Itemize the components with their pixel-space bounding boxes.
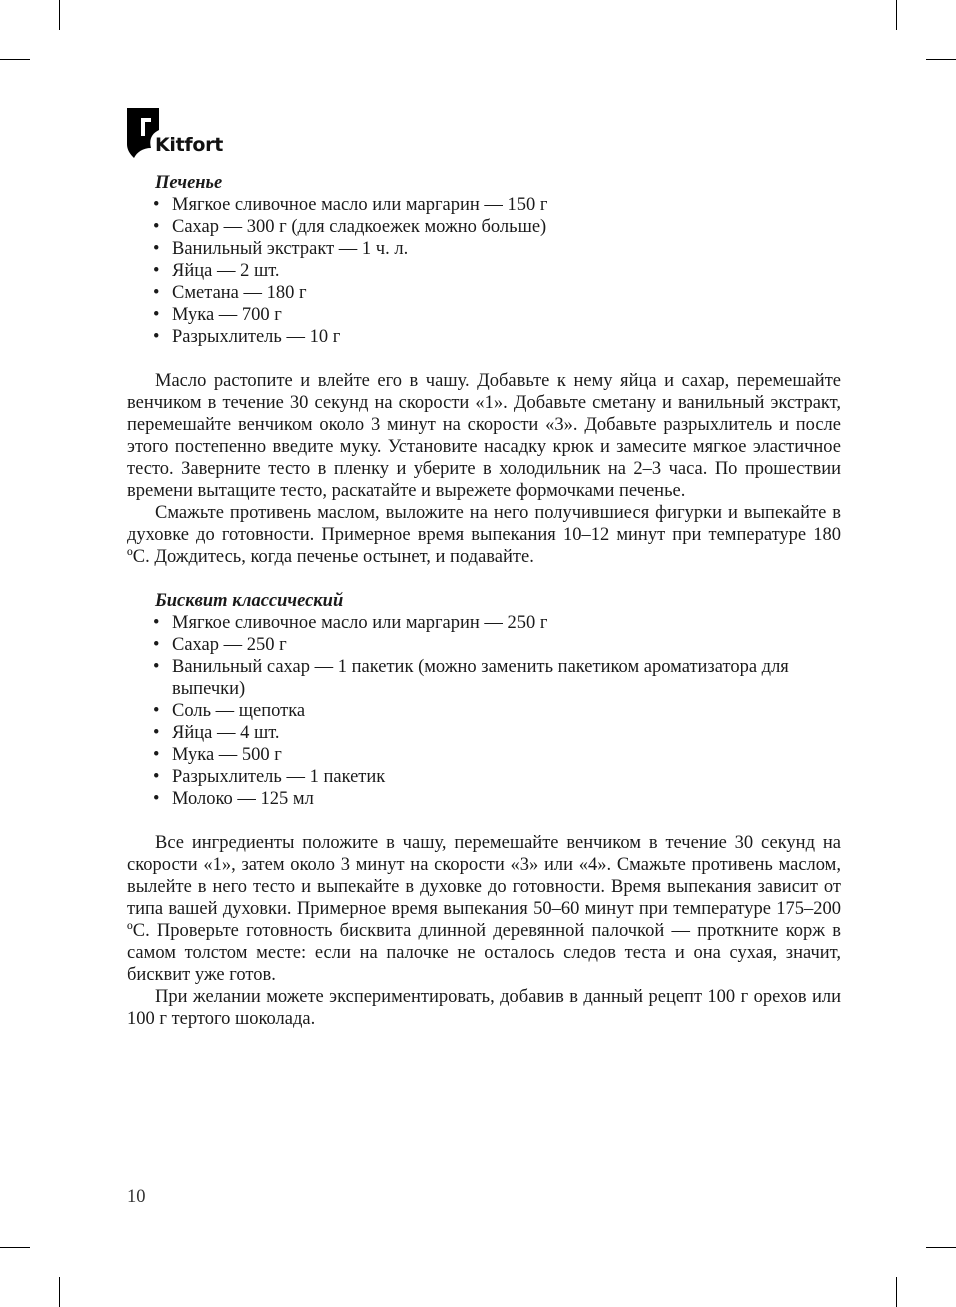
- instruction-paragraph: При желании можете экспериментировать, добавив в данный рецепт 100 г орехов или 100 г тертого шоколада.: [127, 987, 841, 1029]
- bullet-icon: •: [153, 635, 160, 655]
- brand-logo: [127, 108, 237, 158]
- ingredient-text: Яйца — 2 шт.: [172, 261, 280, 281]
- ingredient-item: [127, 238, 841, 260]
- ingredient-text: Мягкое сливочное масло или маргарин — 150 г: [172, 195, 548, 215]
- ingredient-list: [127, 194, 841, 348]
- ingredient-item: [127, 656, 841, 700]
- brand-name: Kitfort: [155, 134, 223, 156]
- ingredient-text: Разрыхлитель — 10 г: [172, 327, 341, 347]
- ingredient-list: [127, 612, 841, 810]
- bullet-icon: •: [153, 261, 160, 281]
- crop-mark-bottom-right-horizontal: [926, 1247, 956, 1248]
- ingredient-item: [127, 788, 841, 810]
- ingredient-text: Соль — щепотка: [172, 701, 306, 721]
- instruction-paragraph: Смажьте противень маслом, выложите на него получившиеся фигурки и выпекайте в духовке до готовности. Примерное время выпекания 10–12 минут при температуре 180 ºС. Дождитесь, когда печенье остынет, и подавайте.: [127, 503, 841, 567]
- ingredient-text: Мука — 700 г: [172, 305, 282, 325]
- crop-mark-top-left-horizontal: [0, 59, 30, 60]
- crop-mark-top-left-vertical: [59, 0, 60, 30]
- ingredient-item: [127, 260, 841, 282]
- bullet-icon: •: [153, 745, 160, 765]
- recipe-title: Бисквит классический: [155, 591, 344, 611]
- crop-mark-bottom-left-vertical: [59, 1277, 60, 1307]
- ingredient-item: [127, 304, 841, 326]
- bullet-icon: •: [153, 283, 160, 303]
- recipe-title: Печенье: [155, 173, 223, 193]
- bullet-icon: •: [153, 723, 160, 743]
- recipe-cookies: [127, 172, 841, 568]
- crop-mark-top-right-vertical: [896, 0, 897, 30]
- ingredient-text: Сахар — 250 г: [172, 635, 287, 655]
- ingredient-text: Ванильный экстракт — 1 ч. л.: [172, 239, 409, 259]
- bullet-icon: •: [153, 217, 160, 237]
- bullet-icon: •: [153, 613, 160, 633]
- ingredient-item: [127, 700, 841, 722]
- ingredient-text: Мука — 500 г: [172, 745, 282, 765]
- section-spacer: [127, 568, 841, 590]
- ingredient-item: [127, 634, 841, 656]
- page-number: 10: [127, 1187, 146, 1207]
- ingredient-item: [127, 282, 841, 304]
- instruction-paragraph: Все ингредиенты положите в чашу, перемешайте венчиком в течение 30 секунд на скорости «1», затем около 3 минут на скорости «3» или «4». Смажьте противень маслом, вылейте в него тесто и выпекайте в духовке до готовности. Время выпекания зависит от типа вашей духовки. Примерное время выпекания 50–60 минут при температуре 175–200 ºС. Проверьте готовность бисквита длинной деревянной палочкой — проткните корж в самом толстом месте: если на палочке не осталось следов теста и она сухая, значит, бисквит уже готов.: [127, 833, 841, 985]
- bullet-icon: •: [153, 657, 160, 677]
- ingredient-item: [127, 766, 841, 788]
- ingredient-item: [127, 722, 841, 744]
- crop-mark-bottom-right-vertical: [896, 1277, 897, 1307]
- ingredient-item: [127, 194, 841, 216]
- ingredient-item: [127, 216, 841, 238]
- ingredient-text: Яйца — 4 шт.: [172, 723, 280, 743]
- page-content: [127, 172, 841, 1030]
- ingredient-text: Сметана — 180 г: [172, 283, 307, 303]
- ingredient-item: [127, 612, 841, 634]
- ingredient-text: Молоко — 125 мл: [172, 789, 314, 809]
- bullet-icon: •: [153, 305, 160, 325]
- bullet-icon: •: [153, 239, 160, 259]
- crop-mark-bottom-left-horizontal: [0, 1247, 30, 1248]
- recipe-sponge-cake: [127, 590, 841, 1030]
- ingredient-text: Мягкое сливочное масло или маргарин — 250 г: [172, 613, 548, 633]
- bullet-icon: •: [153, 327, 160, 347]
- bullet-icon: •: [153, 195, 160, 215]
- crop-mark-top-right-horizontal: [926, 59, 956, 60]
- ingredient-text: Сахар — 300 г (для сладкоежек можно больше): [172, 217, 547, 237]
- bullet-icon: •: [153, 767, 160, 787]
- ingredient-text: Разрыхлитель — 1 пакетик: [172, 767, 386, 787]
- bullet-icon: •: [153, 701, 160, 721]
- bullet-icon: •: [153, 789, 160, 809]
- spacer: [127, 348, 841, 370]
- ingredient-item: [127, 326, 841, 348]
- ingredient-text: Ванильный сахар — 1 пакетик (можно заменить пакетиком ароматизатора для выпечки): [172, 657, 789, 699]
- instruction-paragraph: Масло растопите и влейте его в чашу. Добавьте к нему яйца и сахар, перемешайте венчиком в течение 30 секунд на скорости «1». Добавьте сметану и ванильный экстракт, перемешайте венчиком около 3 минут на скорости «3». Добавьте разрыхлитель и после этого постепенно введите муку. Установите насадку крюк и замесите мягкое эластичное тесто. Заверните тесто в пленку и уберите в холодильник на 2–3 часа. По прошествии времени вытащите тесто, раскатайте и вырежете формочками печенье.: [127, 371, 841, 501]
- spacer: [127, 810, 841, 832]
- ingredient-item: [127, 744, 841, 766]
